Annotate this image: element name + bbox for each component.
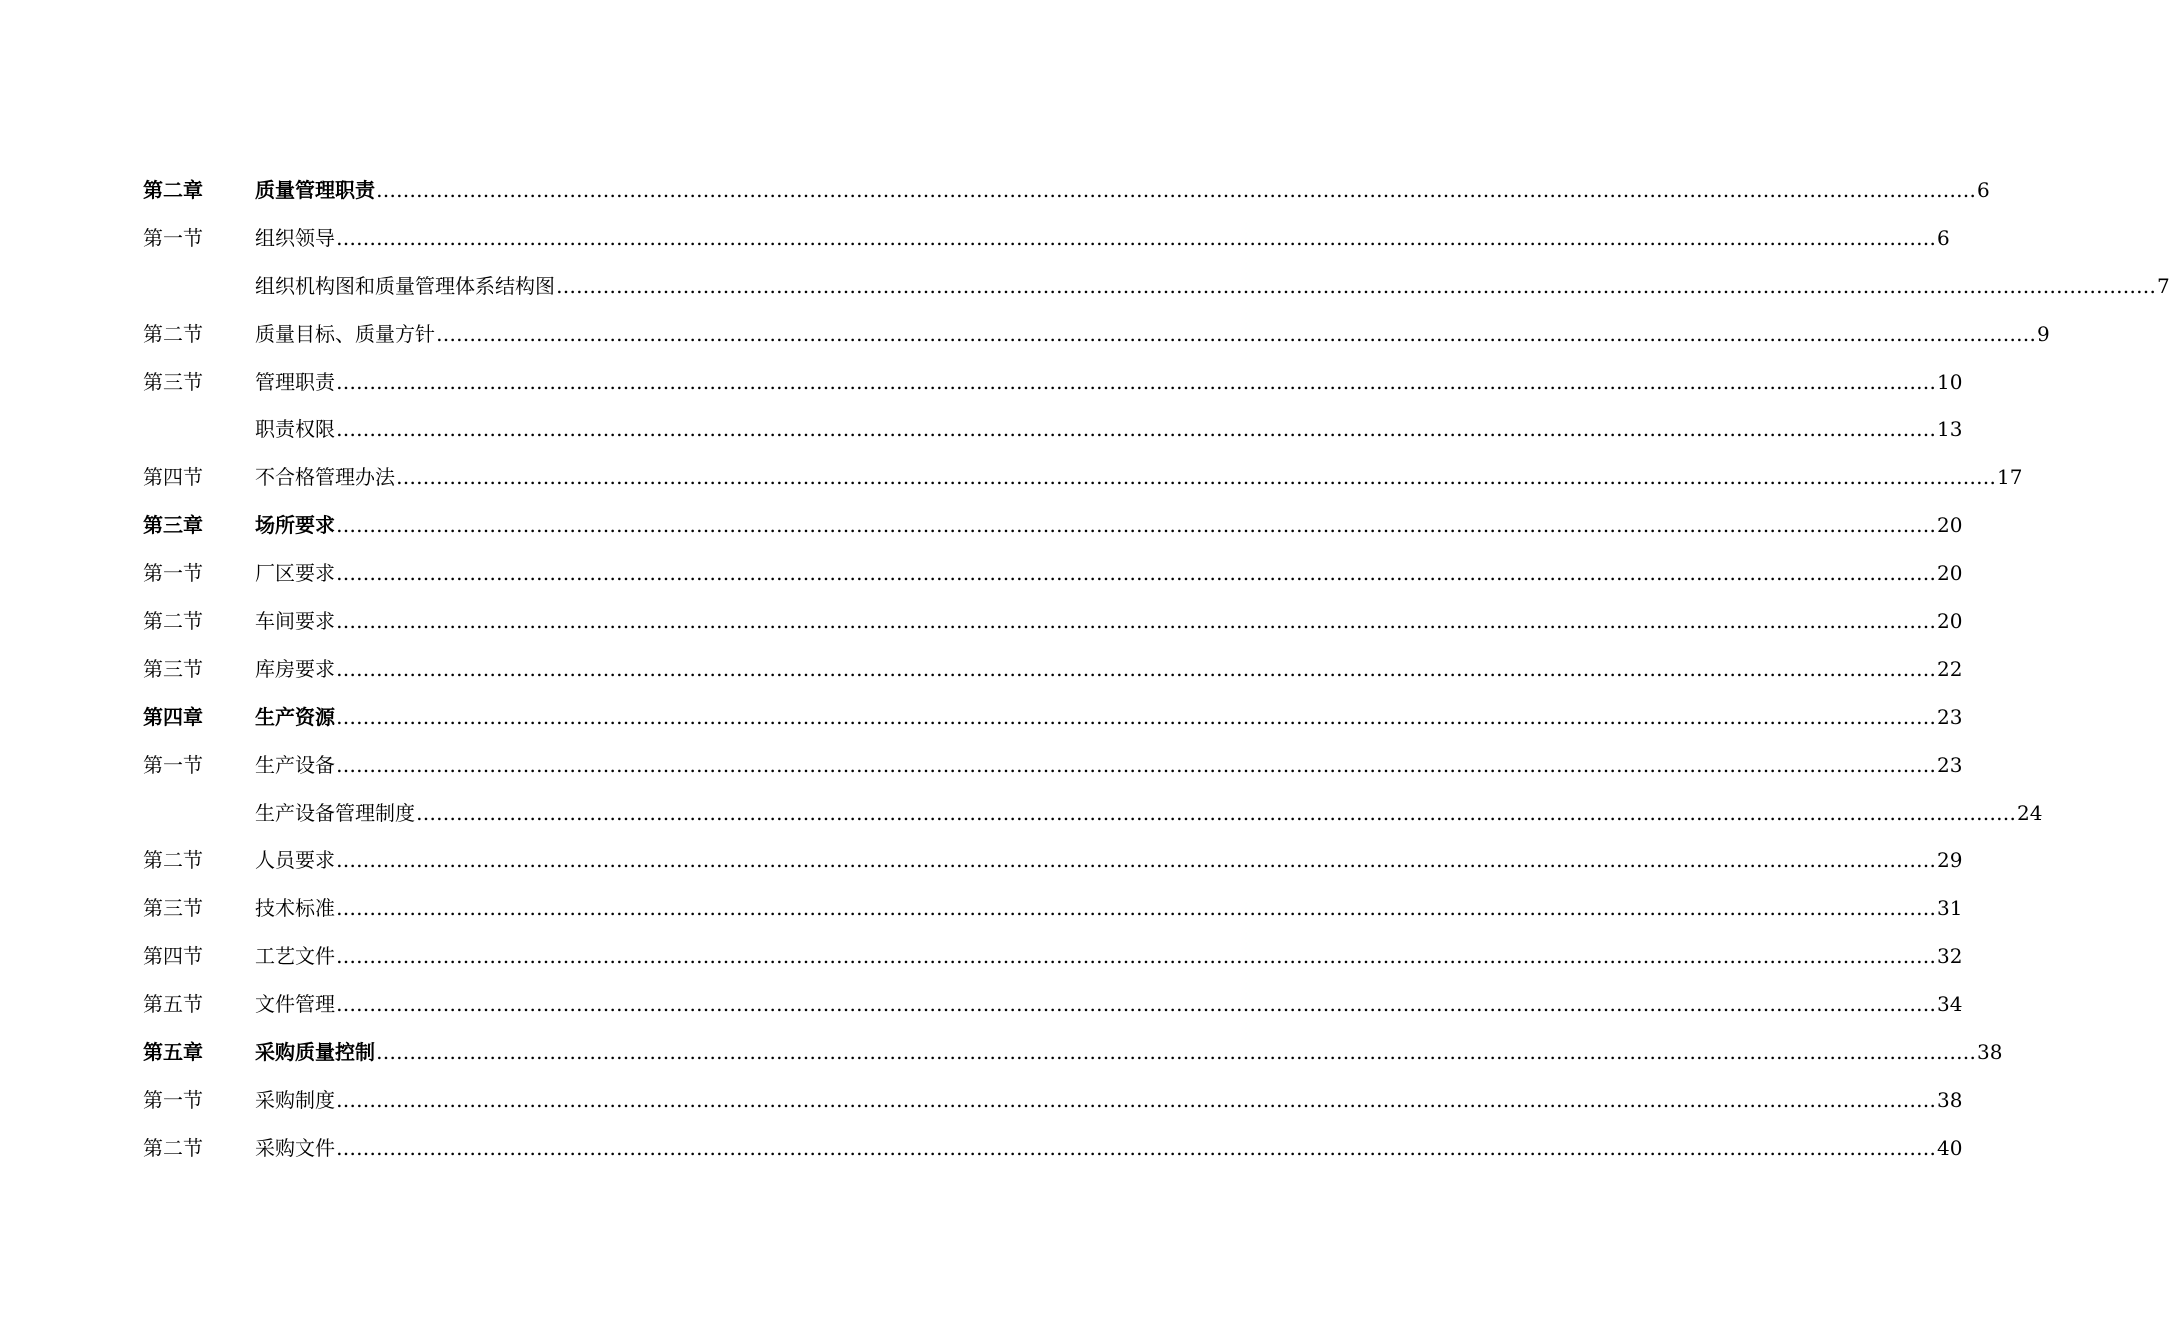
toc-entry-page-number: 38 xyxy=(1977,1040,2003,1065)
toc-entry[interactable] xyxy=(0,745,1963,793)
toc-entry-title: 采购文件 xyxy=(255,1135,335,1160)
toc-entry-line xyxy=(255,320,2050,348)
toc-entry-page-number: 34 xyxy=(1937,992,1963,1017)
toc-entry-line xyxy=(255,463,2023,491)
toc-entry[interactable] xyxy=(0,888,1963,936)
toc-leader-dots: …………………………………………………………………………………………………………………………………………………………………………………………………………………… xyxy=(336,704,1936,729)
toc-entry-page-number: 23 xyxy=(1937,752,1963,777)
toc-entry-line xyxy=(255,511,1963,539)
toc-entry-title: 组织领导 xyxy=(255,225,335,250)
toc-entry-page-number: 10 xyxy=(1937,369,1963,394)
toc-entry[interactable] xyxy=(0,1080,1963,1128)
toc-entry-number: 第四节 xyxy=(143,465,203,490)
toc-leader-dots: …………………………………………………………………………………………………………………………………………………………………………………………………………………… xyxy=(336,992,1936,1017)
toc-entry-line xyxy=(255,990,1963,1018)
toc-entry-number: 第三节 xyxy=(143,369,203,394)
toc-entry-line xyxy=(255,368,1963,396)
toc-entry-line xyxy=(255,272,2170,300)
toc-entry[interactable] xyxy=(0,601,1963,649)
toc-entry[interactable] xyxy=(0,984,1963,1032)
toc-leader-dots: …………………………………………………………………………………………………………………………………………………………………………………………………………………… xyxy=(396,465,1996,490)
toc-entry-page-number: 20 xyxy=(1937,561,1963,586)
toc-entry-number: 第一节 xyxy=(143,225,203,250)
toc-entry-title: 生产设备 xyxy=(255,752,335,777)
toc-entry-number: 第五章 xyxy=(143,1040,203,1065)
toc-entry-line xyxy=(255,415,1963,443)
toc-entry[interactable] xyxy=(0,409,1963,457)
toc-entry-title: 工艺文件 xyxy=(255,944,335,969)
toc-entry-page-number: 7 xyxy=(2157,273,2170,298)
toc-leader-dots: …………………………………………………………………………………………………………………………………………………………………………………………………………………… xyxy=(436,321,2036,346)
toc-entry[interactable] xyxy=(0,266,2170,314)
toc-entry-page-number: 29 xyxy=(1937,848,1963,873)
toc-entry-title: 职责权限 xyxy=(255,417,335,442)
toc-entry-line xyxy=(255,607,1963,635)
toc-entry-number: 第二节 xyxy=(143,321,203,346)
toc-entry[interactable] xyxy=(0,170,1990,218)
toc-entry-number: 第二章 xyxy=(143,178,203,202)
toc-entry-line xyxy=(255,176,1990,204)
toc-entry-number: 第一节 xyxy=(143,752,203,777)
toc-entry-line xyxy=(255,894,1963,922)
toc-entry[interactable] xyxy=(0,314,2050,362)
toc-leader-dots: …………………………………………………………………………………………………………………………………………………………………………………………………………………… xyxy=(376,178,1976,202)
toc-entry[interactable] xyxy=(0,362,1963,410)
toc-leader-dots: …………………………………………………………………………………………………………………………………………………………………………………………………………………… xyxy=(336,944,1936,969)
toc-leader-dots: …………………………………………………………………………………………………………………………………………………………………………………………………………………… xyxy=(336,848,1936,873)
toc-entry-line xyxy=(255,751,1963,779)
toc-entry-line xyxy=(255,1038,2003,1066)
toc-entry-title: 采购制度 xyxy=(255,1087,335,1112)
toc-leader-dots: …………………………………………………………………………………………………………………………………………………………………………………………………………………… xyxy=(336,513,1936,538)
toc-leader-dots: …………………………………………………………………………………………………………………………………………………………………………………………………………………… xyxy=(336,369,1936,394)
toc-entry-page-number: 6 xyxy=(1937,225,1950,250)
toc-leader-dots: …………………………………………………………………………………………………………………………………………………………………………………………………………………… xyxy=(336,609,1936,634)
toc-entry-line xyxy=(255,846,1963,874)
toc-leader-dots: …………………………………………………………………………………………………………………………………………………………………………………………………………………… xyxy=(416,800,2016,825)
toc-entry-title: 厂区要求 xyxy=(255,561,335,586)
toc-entry-number: 第三节 xyxy=(143,896,203,921)
toc-entry-page-number: 31 xyxy=(1937,896,1963,921)
toc-entry-page-number: 32 xyxy=(1937,944,1963,969)
toc-entry-title: 组织机构图和质量管理体系结构图 xyxy=(255,273,555,298)
toc-leader-dots: …………………………………………………………………………………………………………………………………………………………………………………………………………………… xyxy=(336,1135,1936,1160)
toc-entry-title: 库房要求 xyxy=(255,656,335,681)
toc-entry-page-number: 22 xyxy=(1937,656,1963,681)
toc-entry[interactable] xyxy=(0,218,1950,266)
toc-entry-line xyxy=(255,655,1963,683)
toc-entry[interactable] xyxy=(0,936,1963,984)
toc-entry-number: 第二节 xyxy=(143,609,203,634)
toc-entry[interactable] xyxy=(0,793,2043,841)
toc-entry-page-number: 9 xyxy=(2037,321,2050,346)
toc-entry-page-number: 38 xyxy=(1937,1087,1963,1112)
toc-entry-page-number: 23 xyxy=(1937,704,1963,729)
toc-entry-number: 第三章 xyxy=(143,513,203,538)
toc-entry-page-number: 17 xyxy=(1997,465,2023,490)
toc-leader-dots: …………………………………………………………………………………………………………………………………………………………………………………………………………………… xyxy=(336,752,1936,777)
toc-entry-title: 质量管理职责 xyxy=(255,178,375,202)
toc-entry-number: 第四章 xyxy=(143,704,203,729)
toc-entry-line xyxy=(255,1086,1963,1114)
toc-entry-line xyxy=(255,799,2043,827)
toc-entry-number: 第三节 xyxy=(143,656,203,681)
toc-entry-title: 技术标准 xyxy=(255,896,335,921)
toc-entry[interactable] xyxy=(0,505,1963,553)
toc-leader-dots: …………………………………………………………………………………………………………………………………………………………………………………………………………………… xyxy=(336,225,1936,250)
toc-entry[interactable] xyxy=(0,840,1963,888)
toc-entry[interactable] xyxy=(0,649,1963,697)
toc-entry-title: 场所要求 xyxy=(255,513,335,538)
toc-entry-number: 第一节 xyxy=(143,561,203,586)
toc-entry-title: 文件管理 xyxy=(255,992,335,1017)
table-of-contents xyxy=(0,170,2170,1176)
toc-entry-page-number: 13 xyxy=(1937,417,1963,442)
toc-entry-title: 生产设备管理制度 xyxy=(255,800,415,825)
toc-entry[interactable] xyxy=(0,697,1963,745)
toc-entry-number: 第一节 xyxy=(143,1087,203,1112)
toc-entry-line xyxy=(255,1134,1963,1162)
toc-leader-dots: …………………………………………………………………………………………………………………………………………………………………………………………………………………… xyxy=(336,1087,1936,1112)
toc-leader-dots: …………………………………………………………………………………………………………………………………………………………………………………………………………………… xyxy=(336,417,1936,442)
toc-leader-dots: …………………………………………………………………………………………………………………………………………………………………………………………………………………… xyxy=(336,561,1936,586)
toc-entry[interactable] xyxy=(0,457,2023,505)
toc-entry-number: 第二节 xyxy=(143,1135,203,1160)
toc-entry-number: 第五节 xyxy=(143,992,203,1017)
toc-leader-dots: …………………………………………………………………………………………………………………………………………………………………………………………………………………… xyxy=(556,273,2156,298)
toc-entry[interactable] xyxy=(0,1128,1963,1176)
toc-entry-page-number: 24 xyxy=(2017,800,2043,825)
toc-leader-dots: …………………………………………………………………………………………………………………………………………………………………………………………………………………… xyxy=(376,1040,1976,1065)
toc-entry-line xyxy=(255,559,1963,587)
toc-entry-title: 不合格管理办法 xyxy=(255,465,395,490)
toc-entry-page-number: 20 xyxy=(1937,513,1963,538)
toc-entry-title: 质量目标、质量方针 xyxy=(255,321,435,346)
toc-entry-number: 第二节 xyxy=(143,848,203,873)
toc-entry[interactable] xyxy=(0,1032,2003,1080)
toc-leader-dots: …………………………………………………………………………………………………………………………………………………………………………………………………………………… xyxy=(336,656,1936,681)
toc-entry-line xyxy=(255,224,1950,252)
toc-entry-title: 管理职责 xyxy=(255,369,335,394)
toc-entry[interactable] xyxy=(0,553,1963,601)
toc-entry-number: 第四节 xyxy=(143,944,203,969)
toc-entry-title: 车间要求 xyxy=(255,609,335,634)
toc-entry-title: 人员要求 xyxy=(255,848,335,873)
toc-entry-page-number: 6 xyxy=(1977,178,1990,202)
toc-entry-line xyxy=(255,942,1963,970)
toc-entry-line xyxy=(255,703,1963,731)
toc-leader-dots: …………………………………………………………………………………………………………………………………………………………………………………………………………………… xyxy=(336,896,1936,921)
toc-entry-title: 生产资源 xyxy=(255,704,335,729)
toc-entry-page-number: 20 xyxy=(1937,609,1963,634)
toc-entry-title: 采购质量控制 xyxy=(255,1040,375,1065)
toc-entry-page-number: 40 xyxy=(1937,1135,1963,1160)
